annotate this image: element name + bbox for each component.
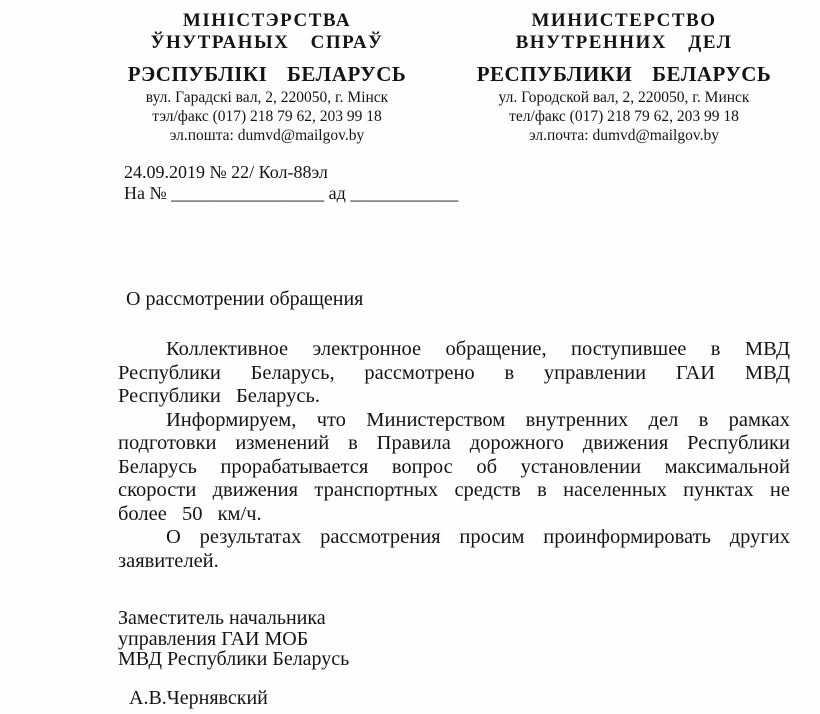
org-phone-ru: тел/факс (017) 218 79 62, 203 99 18 [509,108,739,125]
reference-block [124,162,820,204]
reply-date-blank: ____________ [350,183,459,203]
reply-reference-line [124,183,820,204]
signer-position-line1: Заместитель начальника [118,607,326,629]
paragraph-3: О результатах рассмотрения просим проинформировать других заявителей. [118,526,790,572]
org-name-line1-by: МІНІСТЭРСТВА [182,10,352,31]
signer-name: А.В.Чернявский [129,686,268,709]
org-name-line2-ru: ВНУТРЕННИХ ДЕЛ [515,32,733,53]
signer-position [118,608,820,670]
org-name-line1-ru: МИНИСТЕРСТВО [531,10,717,31]
letter-body [118,338,790,573]
org-name-line2-by: ЎНУТРАНЫХ СПРАЎ [150,32,384,53]
letterhead-russian [454,10,794,145]
letterhead-belarusian [116,10,418,145]
org-address-ru: ул. Городской вал, 2, 220050, г. Минск [498,89,750,106]
org-republic-ru: РЕСПУБЛИКИ БЕЛАРУСЬ [476,62,772,86]
reply-prefix: На № [124,183,167,203]
signer-position-line3: МВД Республики Беларусь [118,648,350,670]
signer-position-line2: управления ГАИ МОБ [118,627,309,650]
letterhead [0,0,820,145]
org-republic-by: РЭСПУБЛІКІ БЕЛАРУСЬ [127,62,407,86]
paragraph-1: Коллективное электронное обращение, поступившее в МВД Республики Беларусь, рассмотрено в управлении ГАИ МВД Республики Беларусь. [118,338,790,407]
org-address-by: вул. Гарадскі вал, 2, 220050, г. Мінск [145,89,389,106]
org-email-ru: эл.почта: dumvd@mailgov.by [529,127,719,144]
paragraph-2: Информируем, что Министерством внутренних дел в рамках подготовки изменений в Правила дорожного движения Республики Беларусь прорабатывается вопрос об установлении максимальной скорости движения транспортных средств в населенных пунктах не более 50 км/ч. [118,408,790,525]
org-phone-by: тэл/факс (017) 218 79 62, 203 99 18 [152,108,382,125]
doc-date-number: 24.09.2019 № 22/ Кол-88эл [124,162,328,182]
org-email-by: эл.пошта: dumvd@mailgov.by [169,127,365,144]
reply-number-blank: _________________ [171,183,325,203]
subject-line: О рассмотрении обращения [126,288,364,310]
reply-date-label: ад [328,183,346,203]
